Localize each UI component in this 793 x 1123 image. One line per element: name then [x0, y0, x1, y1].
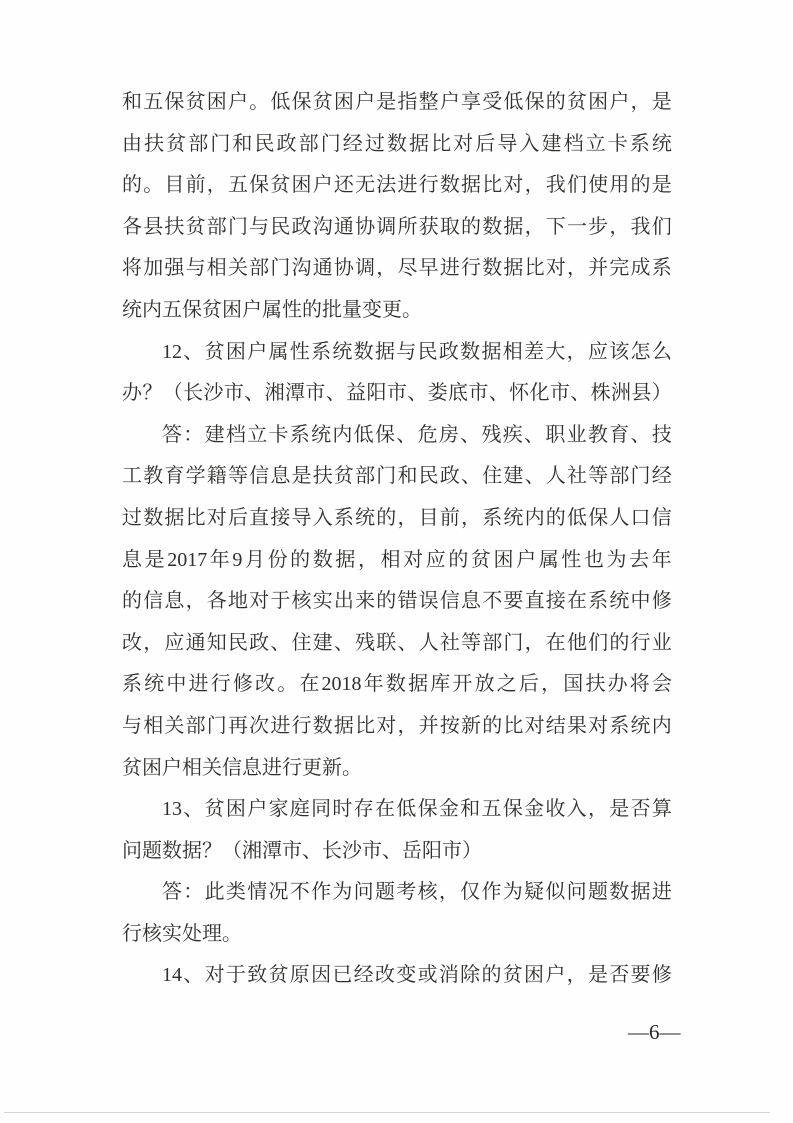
text-line: 由 扶 贫 部 门 和 民 政 部 门 经 过 数 据 比 对 后 导 入 建 档 立 卡 系 统 [122, 132, 672, 155]
document-body [122, 82, 672, 997]
text-line: 的 信 息 ， 各 地 对 于 核 实 出 来 的 错 误 信 息 不 要 直 接 在 系 统 中 修 [122, 590, 672, 613]
text-line: 贫困户相关信息进行更新。 [122, 756, 362, 779]
text-line: 12 、 贫 困 户 属 性 系 统 数 据 与 民 政 数 据 相 差 大 ， 应 该 怎 么 [162, 340, 672, 363]
page-number: —6— [628, 1020, 681, 1044]
text-line: 过 数 据 比 对 后 直 接 导 入 系 统 的 ， 目 前 ， 系 统 内 的 低 保 人 口 信 [122, 506, 672, 529]
text-line: 和 五 保 贫 困 户 。 低 保 贫 困 户 是 指 整 户 享 受 低 保 的 贫 困 户 ， 是 [122, 91, 672, 113]
text-line: 问题数据？（湘潭市、长沙市、岳阳市） [122, 839, 482, 862]
text-line: 的 。 目 前 ， 五 保 贫 困 户 还 无 法 进 行 数 据 比 对 ， 我 们 使 用 的 是 [122, 174, 672, 197]
text-line: 统内五保贫困户属性的批量变更。 [122, 298, 422, 321]
text-line: 行核实处理。 [122, 922, 242, 945]
text-line: 系 统 中 进 行 修 改 。 在 2018 年 数 据 库 开 放 之 后 ， 国 扶 办 将 会 [122, 673, 672, 696]
text-line: 各 县 扶 贫 部 门 与 民 政 沟 通 协 调 所 获 取 的 数 据 ， 下 一 步 ， 我 们 [122, 215, 672, 238]
text-line: 答 ： 建 档 立 卡 系 统 内 低 保 、 危 房 、 残 疾 、 职 业 教 育 、 技 [162, 423, 672, 446]
text-line: 将 加 强 与 相 关 部 门 沟 通 协 调 ， 尽 早 进 行 数 据 比 对 ， 并 完 成 系 [122, 257, 672, 280]
scan-artifact-line [4, 1112, 770, 1113]
text-line: 14 、 对 于 致 贫 原 因 已 经 改 变 或 消 除 的 贫 困 户 ， 是 否 要 修 [162, 964, 672, 987]
text-line: 与 相 关 部 门 再 次 进 行 数 据 比 对 ， 并 按 新 的 比 对 结 果 对 系 统 内 [122, 714, 672, 737]
text-line: 息 是 2017 年 9 月 份 的 数 据 ， 相 对 应 的 贫 困 户 属 性 也 为 去 年 [122, 548, 672, 571]
text-line: 13 、 贫 困 户 家 庭 同 时 存 在 低 保 金 和 五 保 金 收 入 ， 是 否 算 [162, 798, 672, 821]
text-line: 工 教 育 学 籍 等 信 息 是 扶 贫 部 门 和 民 政 、 住 建 、 人 社 等 部 门 经 [122, 465, 672, 488]
text-line: 答 ： 此 类 情 况 不 作 为 问 题 考 核 ， 仅 作 为 疑 似 问 题 数 据 进 [162, 881, 672, 904]
text-line: 办 ？ （ 长 沙 市 、 湘 潭 市 、 益 阳 市 、 娄 底 市 、 怀 化 市 、 株 洲 县 ） [122, 382, 672, 405]
text-line: 改 ， 应 通 知 民 政 、 住 建 、 残 联 、 人 社 等 部 门 ， 在 他 们 的 行 业 [122, 631, 672, 654]
